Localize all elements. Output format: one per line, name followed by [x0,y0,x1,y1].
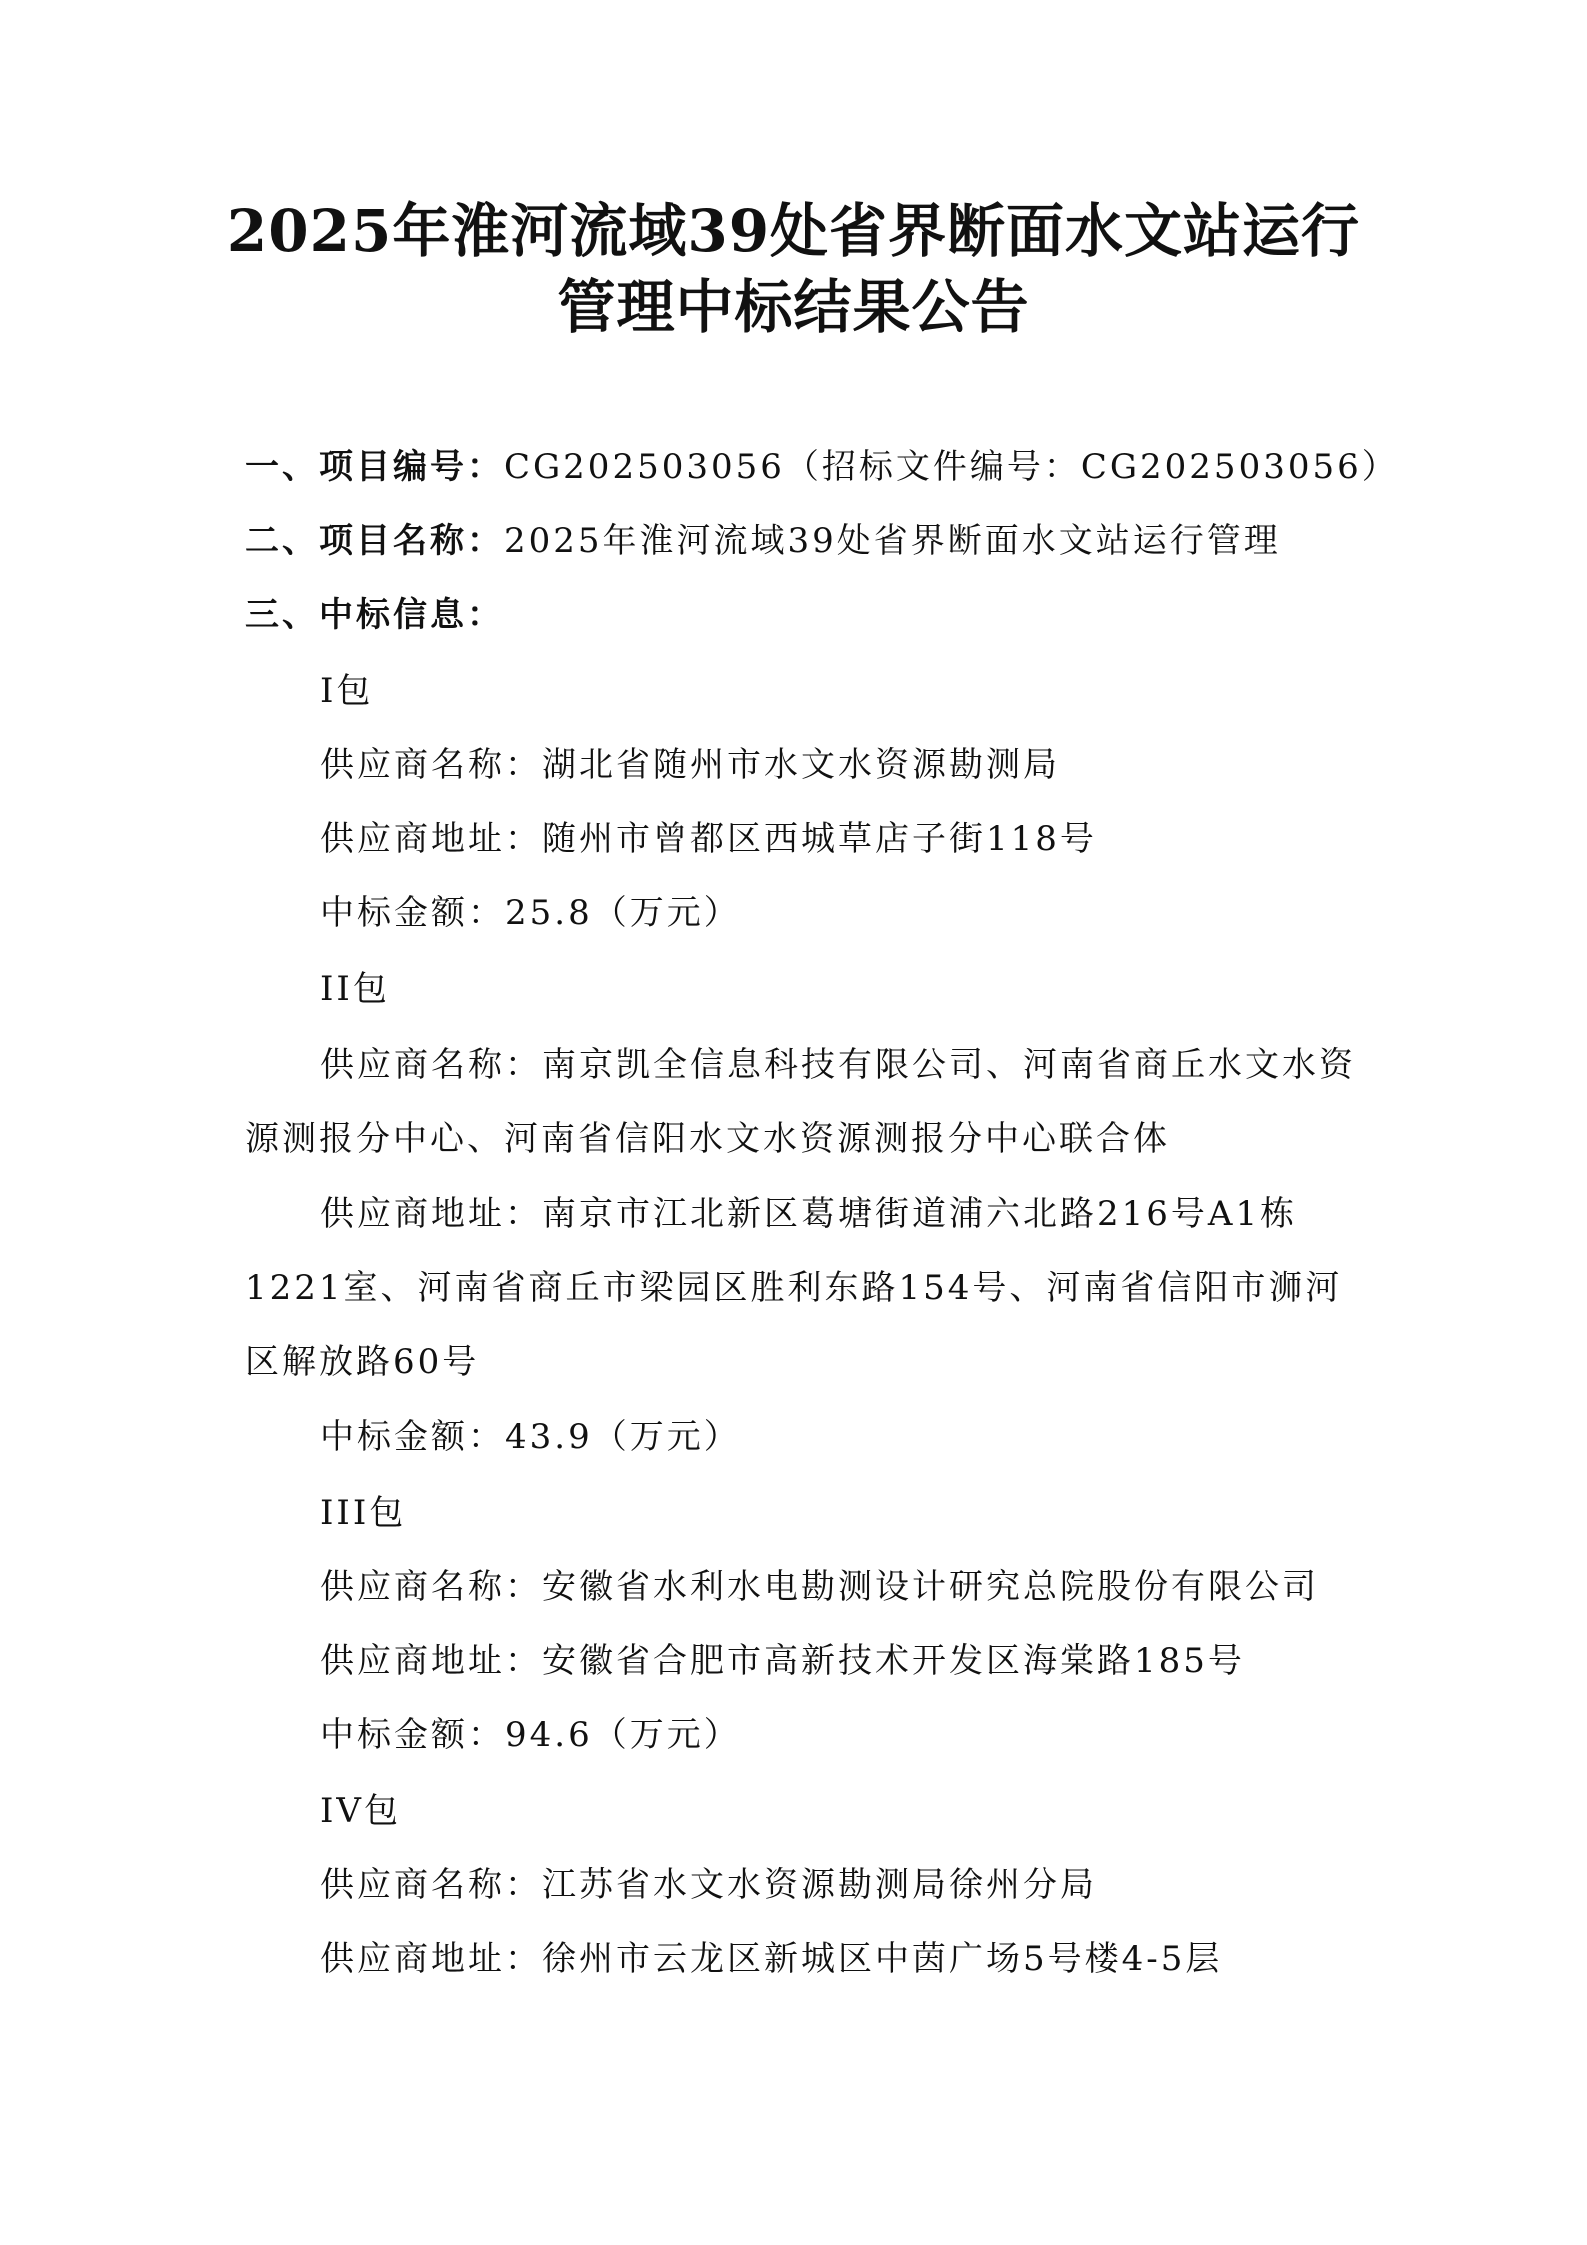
package-1-supplier-name: 供应商名称：湖北省随州市水文水资源勘测局 [320,745,1060,785]
package-3-supplier-address: 供应商地址：安徽省合肥市高新技术开发区海棠路185号 [320,1641,1245,1681]
package-4-supplier-name: 供应商名称：江苏省水文水资源勘测局徐州分局 [320,1865,1097,1905]
project-number [245,430,1399,504]
project-name [245,504,1355,578]
package-3-supplier-name: 供应商名称：安徽省水利水电勘测设计研究总院股份有限公司 [320,1567,1319,1607]
package-1-amount: 中标金额：25.8（万元） [320,893,741,933]
package-2-supplier-address-line1: 供应商地址：南京市江北新区葛塘街道浦六北路216号A1栋 [320,1194,1298,1234]
package-3-amount: 中标金额：94.6（万元） [320,1715,741,1755]
package-2-heading: II包 [320,969,390,1009]
package-1-supplier-address: 供应商地址：随州市曾都区西城草店子街118号 [320,819,1097,859]
package-1-heading: I包 [320,671,374,711]
award-info-heading: 三、中标信息： [245,595,504,635]
package-4-supplier-address: 供应商地址：徐州市云龙区新城区中茵广场5号楼4-5层 [320,1939,1223,1979]
project-name-value: 2025年淮河流域39处省界断面水文站运行管理 [504,521,1281,561]
package-2-supplier-address-line3: 区解放路60号 [245,1342,480,1382]
package-4-heading: IV包 [320,1791,401,1831]
package-3-heading: III包 [320,1493,407,1533]
package-2-supplier-address-line2: 1221室、河南省商丘市梁园区胜利东路154号、河南省信阳市浉河 [245,1268,1343,1308]
document-title-line1: 2025年淮河流域39处省界断面水文站运行 [226,197,1361,265]
project-number-label: 一、项目编号： [245,447,504,487]
project-number-value: CG202503056（招标文件编号：CG202503056） [504,447,1399,487]
package-2-supplier-name-line1: 供应商名称：南京凯全信息科技有限公司、河南省商丘水文水资 [320,1045,1356,1085]
package-2-supplier-name-line2: 源测报分中心、河南省信阳水文水资源测报分中心联合体 [245,1119,1170,1159]
project-name-label: 二、项目名称： [245,521,504,561]
document-title-line2: 管理中标结果公告 [557,273,1030,341]
package-2-amount: 中标金额：43.9（万元） [320,1417,741,1457]
